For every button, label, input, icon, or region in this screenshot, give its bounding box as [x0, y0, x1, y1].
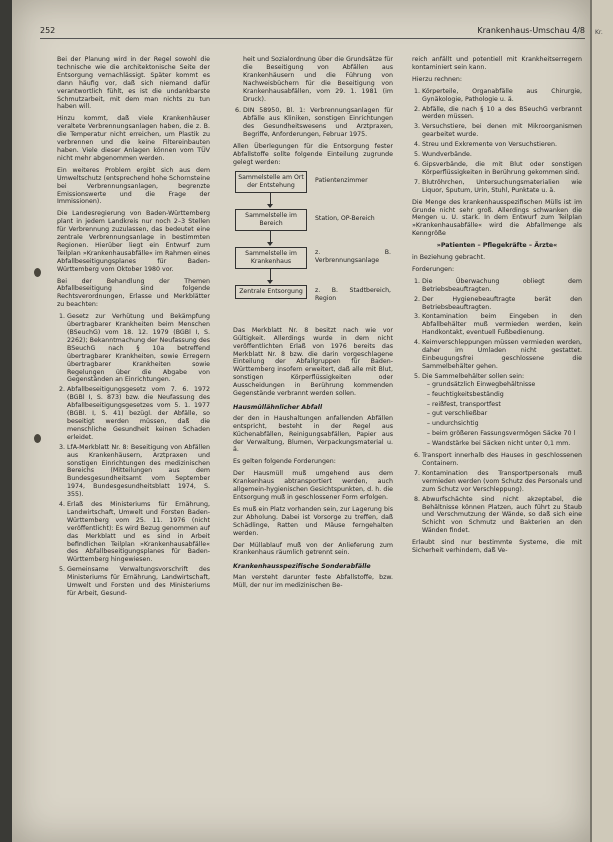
- paragraph: in Beziehung gebracht.: [412, 254, 486, 262]
- flow-arrow: [270, 231, 271, 245]
- emphasis-line: »Patienten – Pflegekräfte – Ärzte«: [436, 242, 558, 250]
- diagram-label: Patientenzimmer: [315, 176, 368, 184]
- sublist-item: – Wandstärke bei Säcken nicht unter 0,1 mm.: [432, 440, 582, 448]
- list-item: 4. Streu und Exkremente von Versuchstieren.: [422, 141, 582, 149]
- punch-hole: [34, 268, 41, 277]
- running-title: Krankenhaus-Umschau 4/8: [477, 26, 585, 35]
- paragraph: Der Müllablauf muß von der Anlieferung zum Krankenhaus räumlich getrennt sein.: [233, 541, 393, 557]
- column-2: [233, 56, 393, 828]
- diagram-box: Zentrale Entsorgung: [235, 285, 307, 299]
- punch-hole: [34, 434, 41, 443]
- sublist-item: – gut verschließbar: [432, 410, 582, 418]
- list-item: 6. DIN 58950, Bl. 1: Verbrennungsanlagen für Abfälle aus Kliniken, sonstigen Einrichtungen des Gesundheitswesens und Arztpraxen, Begriffe, Anforderungen, Februar 1975.: [243, 107, 393, 139]
- paragraph: Forderungen:: [412, 265, 455, 273]
- paragraph: Das Merkblatt Nr. 8 besitzt nach wie vor Gültigkeit. Allerdings wurde in dem nicht veröffentlichten Erlaß von 1976 bereits das Merkblatt Nr. 8 bzw. die darin vorgeschlagene Einteilung der Abfallgruppen für Baden-Württemberg insofern erweitert, daß alle mit Blut, sonstigen Körperflüssigkeiten oder Ausscheidungen in Berührung kommenden Gegenstände verbrannt werden sollen.: [233, 326, 393, 398]
- diagram-label: z. B. Stadtbereich, Region: [315, 286, 391, 302]
- paragraph: Ein weiteres Problem ergibt sich aus dem Umweltschutz (entsprechend hohe Schornsteine bei Verbrennungsanlagen, begrenzte Emissionswerte und die Frage der Immissionen).: [57, 166, 210, 206]
- list-item: 3. LfA-Merkblatt Nr. 8: Beseitigung von Abfällen aus Krankenhäusern, Arztpraxen und sonstigen Einrichtungen des medizinischen Bereichs (Mitteilungen aus dem Bundesgesundheitsamt vom September 1974, Bundesgesundheitsblatt 1974, S. 355).: [67, 444, 210, 499]
- sublist-item: – reißfest, transportfest: [432, 401, 582, 409]
- page-header: [40, 26, 585, 36]
- diagram-label: Station, OP-Bereich: [315, 214, 375, 222]
- sublist-item: – feuchtigkeitsbeständig: [432, 391, 582, 399]
- sublist-item: – grundsätzlich Einwegbehältnisse: [432, 381, 582, 389]
- adjacent-page-edge: [590, 0, 613, 842]
- disposal-flow-diagram: [233, 171, 393, 321]
- requirements-list-cont: [412, 452, 582, 535]
- list-item: 5. Wundverbände.: [422, 151, 582, 159]
- list-item: 2. Abfallbeseitigungsgesetz vom 7. 6. 1972 (BGBl I, S. 873) bzw. die Neufassung des Abfallbeseitigungsgesetzes vom 5. 1. 1977 (BGBl. I, S. 41) bezügl. der Abfälle, so beseitigt werden müssen, daß die menschliche Gesundheit keinen Schaden erleidet.: [67, 386, 210, 441]
- list-item: 7. Blutröhrchen, Untersuchungsmaterialien wie Liquor, Sputum, Urin, Stuhl, Punktate u. ä.: [422, 179, 582, 195]
- diagram-box: Sammelstelle im Bereich: [235, 209, 307, 231]
- paragraph: Bei der Behandlung der Themen Abfallbeseitigung sind folgende Rechtsverordnungen, Erlasse und Merkblätter zu beachten:: [57, 277, 210, 309]
- sublist-item: – undurchsichtig: [432, 420, 582, 428]
- section-heading: Hausmüllähnlicher Abfall: [233, 403, 323, 411]
- page-number: 252: [40, 26, 56, 35]
- paragraph: Der Hausmüll muß umgehend aus dem Krankenhaus abtransportiert werden, auch allgemein-hygienischen Gesichtspunkten, d. h. die Entsorgung muß in geschlossener Form erfolgen.: [233, 470, 393, 501]
- header-rule: [40, 38, 585, 39]
- adjacent-page-fragment: Kr.: [595, 29, 603, 36]
- flow-arrow: [270, 269, 271, 283]
- paragraph: Die Menge des krankenhausspezifischen Mülls ist im Grunde nicht sehr groß. Allerdings schwanken die Mengen u. U. stark. In dem Entwurf zum Teilplan »Krankenhausabfälle« wird die Abfallmenge als Kenngröße: [412, 198, 582, 238]
- list-item: 6. Gipsverbände, die mit Blut oder sonstigen Körperflüssigkeiten in Berührung gekommen sind.: [422, 161, 582, 177]
- requirements-list: [412, 278, 582, 448]
- paragraph: Die Landesregierung von Baden-Württemberg plant in jedem Landkreis nur noch 2–3 Stellen für Verbrennung zuzulassen, das bedeutet eine zentrale Verbrennungsanlage in bestimmten Regionen. Hierüber liegt ein Entwurf zum Teilplan »Krankenhausabfälle« im Rahmen eines Abfallbeseitigungsplanes für Baden-Württemberg vom Oktober 1980 vor.: [57, 210, 210, 273]
- list-item: 2. Der Hygienebeauftragte berät den Betriebsbeauftragten.: [422, 296, 582, 312]
- paragraph: Hierzu rechnen:: [412, 75, 462, 83]
- regulations-list-cont: [233, 107, 393, 139]
- list-item: 1. Körperteile, Organabfälle aus Chirurgie, Gynäkologie, Pathologie u. ä.: [422, 88, 582, 104]
- paragraph: reich anfällt und potentiell mit Krankheitserregern kontaminiert sein kann.: [412, 56, 582, 71]
- list-item: [422, 373, 582, 448]
- diagram-box: Sammelstelle am Ort der Entstehung: [235, 171, 307, 193]
- list-item-text: Die Sammelbehälter sollen sein:: [422, 372, 525, 380]
- paragraph: Hinzu kommt, daß viele Krankenhäuser veraltete Verbrennungsanlagen haben, die z. B. die Temperatur nicht erreichen, um Plastik zu verbrennen und die keine Filtereinbauten haben. Viele dieser Anlagen können vom TÜV nicht mehr abgenommen werden.: [57, 115, 210, 162]
- diagram-label: z. B. Verbrennungsanlage: [315, 248, 391, 264]
- waste-types-list: [412, 88, 582, 195]
- column-3: [412, 56, 582, 828]
- sublist-item: – beim größeren Fassungsvermögen Säcke 70 l: [432, 430, 582, 438]
- paragraph: Allen Überlegungen für die Entsorgung fester Abfallstoffe sollte folgende Einteilung zugrunde gelegt werden:: [233, 143, 393, 166]
- list-item: 5. Gemeinsame Verwaltungsvorschrift des Ministeriums für Ernährung, Landwirtschaft, Umwelt und Forsten und des Ministeriums für Arbeit, Gesund-: [67, 566, 210, 598]
- list-item: 7. Kontamination des Transportpersonals muß vermieden werden (vom Schutz des Personals und zum Schutz vor Verschleppung).: [422, 470, 582, 494]
- list-continuation: heit und Sozialordnung über die Grundsätze für die Beseitigung von Abfällen aus Krankenhäusern und die Führung von Nachweisbüchern für die Beseitigung von Krankenhausabfällen, vom 29. 1. 1981 (im Druck).: [243, 56, 393, 103]
- list-item: 8. Abwurfschächte sind nicht akzeptabel, die Behältnisse können Platzen, auch führt zu Staub und Verschmutzung der Wände, so daß sich eine Schicht von Schmutz und Bakterien an den Wänden findet.: [422, 496, 582, 536]
- paragraph: Es muß ein Platz vorhanden sein, zur Lagerung bis zur Abholung. Dabei ist Vorsorge zu treffen, daß Schädlinge, Ratten und Mäuse ferngehalten werden.: [233, 505, 393, 537]
- list-item: 6. Transport innerhalb des Hauses in geschlossenen Containern.: [422, 452, 582, 468]
- list-item: 4. Keimverschleppungen müssen vermieden werden, daher im Umladen nicht gestattet. Einbeugungsfrei geschlossene die Sammelbehälter gehen.: [422, 339, 582, 371]
- diagram-box: Sammelstelle im Krankenhaus: [235, 247, 307, 269]
- container-requirements-sublist: [422, 381, 582, 448]
- paragraph: Es gelten folgende Forderungen:: [233, 458, 336, 466]
- flow-arrow: [270, 193, 271, 207]
- section-heading: Krankenhausspezifische Sonderabfälle: [233, 563, 371, 571]
- regulations-list: [57, 313, 210, 598]
- paragraph: Erlaubt sind nur bestimmte Systeme, die mit Sicherheit verhindern, daß Ve-: [412, 539, 582, 555]
- list-item: 2. Abfälle, die nach § 10 a des BSeuchG verbrannt werden müssen.: [422, 106, 582, 122]
- list-item: 3. Versuchstiere, bei denen mit Mikroorganismen gearbeitet wurde.: [422, 123, 582, 139]
- column-1: [57, 56, 210, 828]
- list-item: 1. Gesetz zur Verhütung und Bekämpfung übertragbarer Krankheiten beim Menschen (BSeuchG) vom 18. 12. 1979 (BGBl I, S. 2262); Bekanntmachung der Neufassung des BSeuchG nach § 10a betreffend übertragbarer Krankheiten, sowie Erregern übertragbarer Krankheiten sowie Regelungen über die Abgabe von Gegenständen an Einrichtungen.: [67, 313, 210, 384]
- list-item: 4. Erlaß des Ministeriums für Ernährung, Landwirtschaft, Umwelt und Forsten Baden-Württemberg vom 25. 11. 1976 (nicht veröffentlicht): Es wird Bezug genommen auf das Merkblatt und es sind in Arbeit befindlichen Teilplan »Krankenhausabfälle« des Abfallbeseitigungsplanes für Baden-Württemberg hingewiesen.: [67, 501, 210, 564]
- list-item: 3. Kontamination beim Eingeben in den Abfallbehälter muß vermieden werden, kein Handkontakt, eventuell Fußbedienung.: [422, 313, 582, 337]
- paragraph: Man versteht darunter feste Abfallstoffe, bzw. Müll, der nur im medizinischen Be-: [233, 574, 393, 590]
- paragraph: der den in Haushaltungen anfallenden Abfällen entspricht, besteht in der Regel aus Küchenabfällen, Reinigungsabfällen, Papier aus der Verwaltung, Blumen, Verpackungsmaterial u. ä.: [233, 414, 393, 454]
- list-item: 1. Die Überwachung obliegt dem Betriebsbeauftragten.: [422, 278, 582, 294]
- paragraph: Bei der Planung wird in der Regel sowohl die technische wie die architektonische Seite der Entsorgung vernachlässigt. Später kommt es dann häufig vor, daß sich niemand dafür verantwortlich fühlt, es ist die undankbarste Schmutzarbeit, mit dem man nichts zu tun haben will.: [57, 56, 210, 111]
